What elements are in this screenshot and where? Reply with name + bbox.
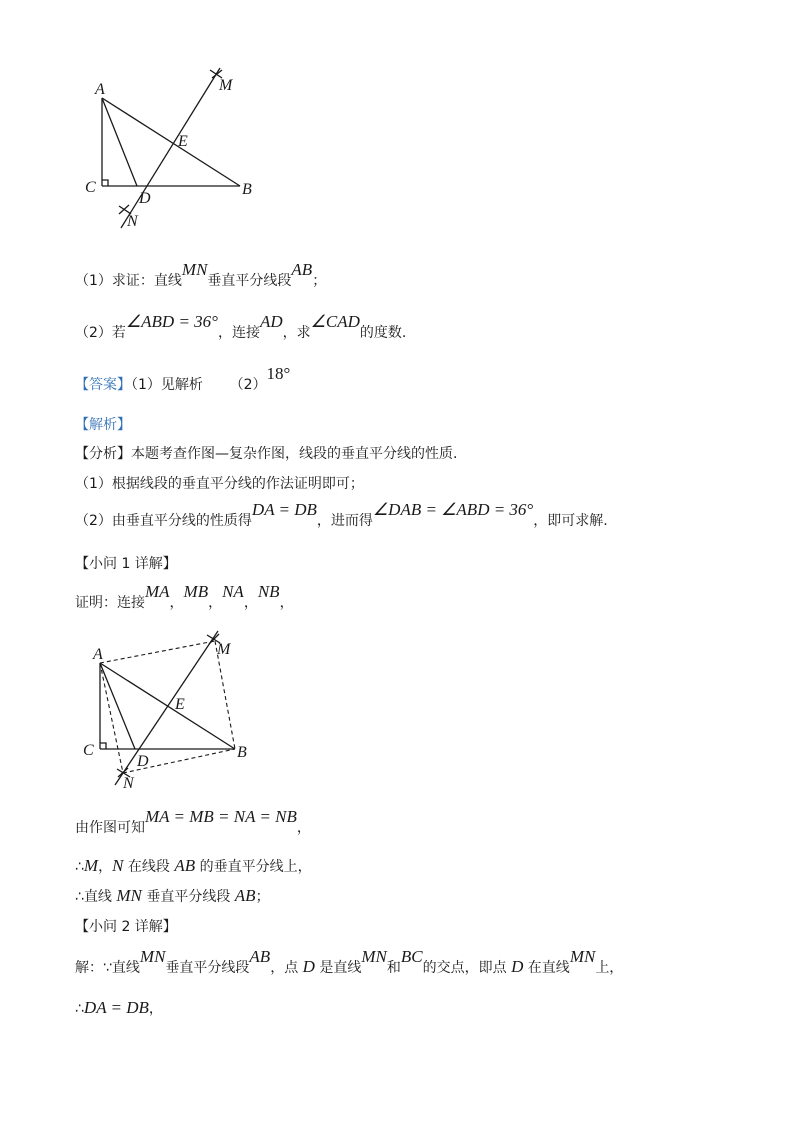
question-1: （1）求证：直线MN垂直平分线段AB； — [75, 260, 327, 289]
answer-value: 18° — [266, 364, 291, 383]
segment-ad — [102, 98, 137, 186]
label-c: C — [83, 742, 94, 759]
math-equal-lengths: MA = MB = NA = NB — [145, 807, 297, 826]
right-angle-mark — [100, 743, 106, 749]
therefore-1: ∴M，N 在线段 AB 的垂直平分线上， — [75, 856, 312, 875]
math-angle-abd: ∠ABD = 36° — [125, 312, 218, 331]
math-ab: AB — [291, 260, 313, 279]
sub2-title: 【小问 2 详解】 — [75, 919, 177, 935]
analysis-2: （2）由垂直平分线的性质得DA = DB，进而得∠DAB = ∠ABD = 36°，即可求解. — [75, 500, 608, 529]
label-d: D — [137, 753, 149, 770]
proof-line: 证明：连接MA，MB，NA，NB， — [75, 582, 294, 611]
math-ad: AD — [259, 312, 283, 331]
label-d: D — [139, 190, 151, 207]
final-line: ∴DA = DB， — [75, 998, 163, 1017]
right-angle-mark — [102, 180, 108, 186]
question-2: （2）若∠ABD = 36°，连接AD，求∠CAD的度数. — [75, 312, 407, 341]
therefore-2: ∴直线 MN 垂直平分线段 AB； — [75, 886, 270, 905]
label-m: M — [219, 77, 233, 94]
math-angle-dab: ∠DAB = ∠ABD = 36° — [372, 500, 534, 519]
line-mn — [121, 68, 220, 228]
label-a: A — [93, 646, 103, 663]
sub1-title: 【小问 1 详解】 — [75, 556, 177, 572]
dashed-na — [100, 663, 123, 773]
analysis-tag: 【解析】 — [75, 417, 131, 433]
solution-line: 解：∵直线MN垂直平分线段AB，点 D 是直线MN和BC的交点，即点 D 在直线MN上， — [75, 947, 624, 976]
line-mn — [115, 631, 218, 785]
label-n: N — [123, 775, 134, 792]
math-da-db-final: DA = DB — [83, 998, 149, 1017]
fenxi-line: 【分析】本题考查作图—复杂作图，线段的垂直平分线的性质. — [75, 446, 458, 462]
figure-1 — [75, 60, 285, 235]
math-da-db: DA = DB — [251, 500, 317, 519]
know-line: 由作图可知MA = MB = NA = NB， — [75, 807, 311, 836]
answer-tag: 【答案】 — [75, 377, 131, 393]
label-n: N — [127, 213, 138, 230]
figure-2 — [75, 625, 275, 795]
label-c: C — [85, 179, 96, 196]
dashed-ma — [100, 641, 215, 663]
math-mn: MN — [181, 260, 208, 279]
label-e: E — [175, 696, 185, 713]
math-angle-cad: ∠CAD — [310, 312, 360, 331]
analysis-1: （1）根据线段的垂直平分线的作法证明即可； — [75, 476, 364, 492]
label-m: M — [217, 641, 231, 658]
label-b: B — [242, 181, 252, 198]
segment-ab — [102, 98, 240, 186]
label-e: E — [178, 133, 188, 150]
segment-ad — [100, 663, 135, 749]
label-a: A — [95, 81, 105, 98]
answer-line: 【答案】（1）见解析 （2）18° — [75, 364, 291, 393]
label-b: B — [237, 744, 247, 761]
